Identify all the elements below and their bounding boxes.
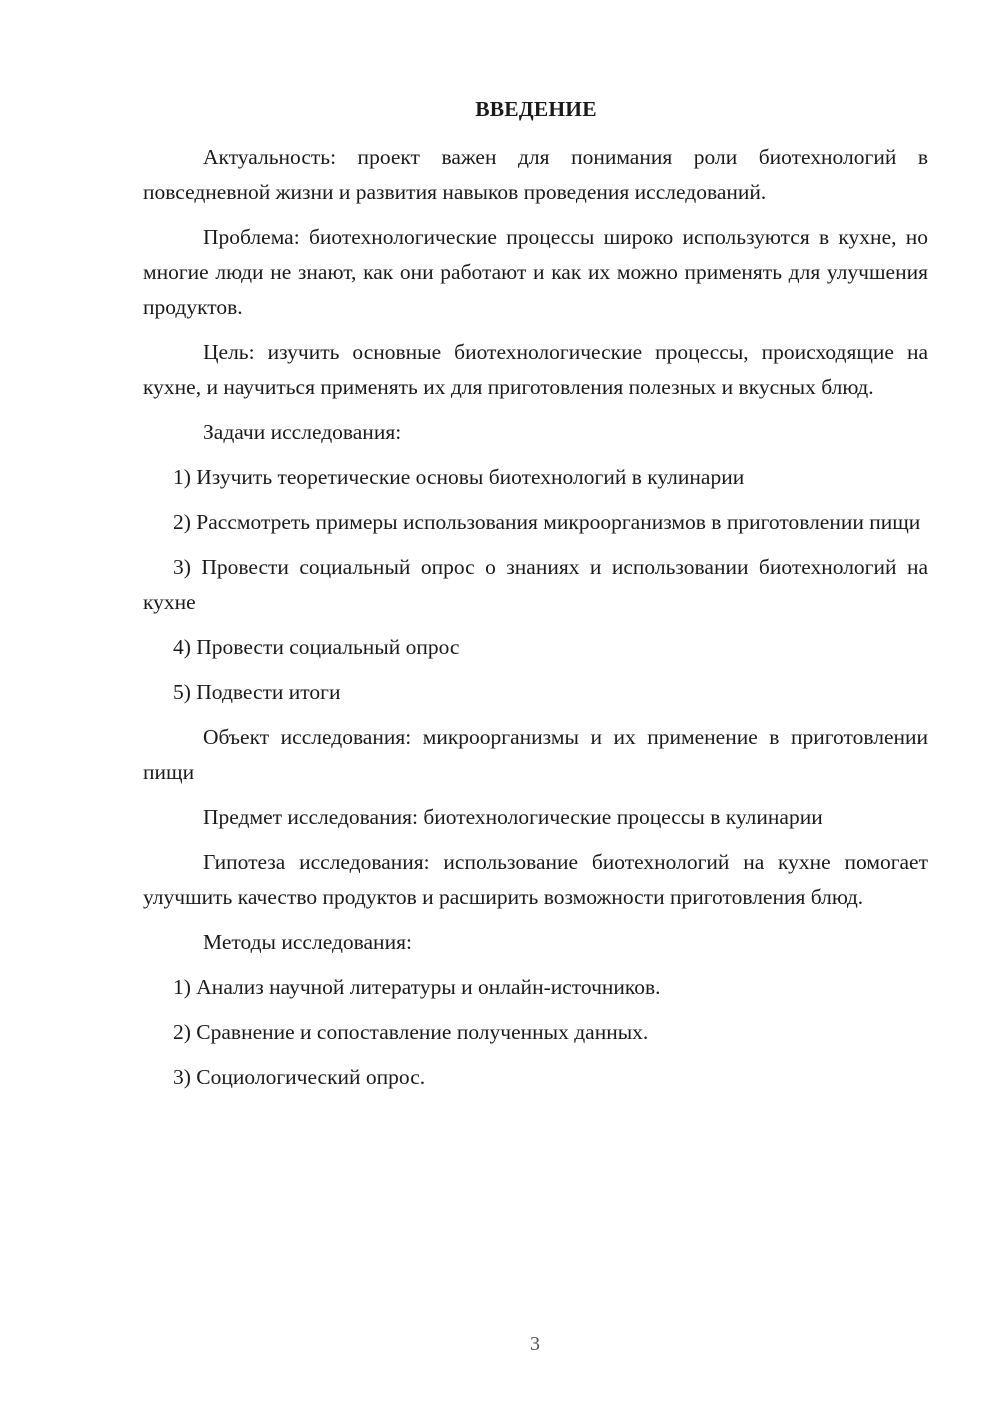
goal-paragraph: Цель: изучить основные биотехнологические процессы, происходящие на кухне, и научиться применять их для приготовления полезных и вкусных блюд. (143, 340, 928, 399)
section-heading: ВВЕДЕНИЕ (475, 97, 597, 121)
task-item-2: 2) Рассмотреть примеры использования микроорганизмов в приготовлении пищи (173, 510, 921, 534)
subject-paragraph: Предмет исследования: биотехнологические процессы в кулинарии (203, 805, 823, 829)
task-item-1: 1) Изучить теоретические основы биотехнологий в кулинарии (173, 465, 745, 489)
hypothesis-paragraph: Гипотеза исследования: использование биотехнологий на кухне помогает улучшить качество продуктов и расширить возможности приготовления блюд. (143, 850, 928, 909)
task-item-5: 5) Подвести итоги (173, 680, 341, 704)
tasks-title: Задачи исследования: (203, 420, 402, 444)
object-paragraph: Объект исследования: микроорганизмы и их применение в приготовлении пищи (143, 725, 928, 784)
task-item-3: 3) Провести социальный опрос о знаниях и использовании биотехнологий на кухне (143, 555, 928, 614)
relevance-paragraph: Актуальность: проект важен для понимания роли биотехнологий в повседневной жизни и развития навыков проведения исследований. (143, 145, 928, 204)
problem-paragraph: Проблема: биотехнологические процессы широко используются в кухне, но многие люди не знают, как они работают и как их можно применять для улучшения продуктов. (143, 225, 928, 319)
method-item-1: 1) Анализ научной литературы и онлайн-источников. (173, 975, 661, 999)
page-number: 3 (530, 1333, 540, 1355)
page-body (143, 140, 928, 1105)
task-item-4: 4) Провести социальный опрос (173, 635, 460, 659)
method-item-3: 3) Социологический опрос. (173, 1065, 426, 1089)
methods-title: Методы исследования: (203, 930, 412, 954)
method-item-2: 2) Сравнение и сопоставление полученных данных. (173, 1020, 649, 1044)
